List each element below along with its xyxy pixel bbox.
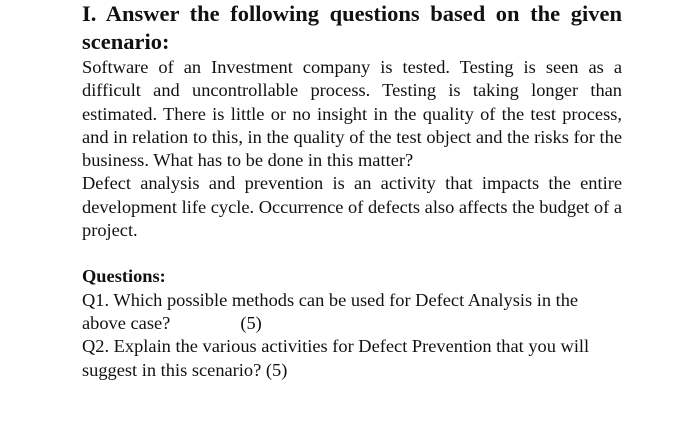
questions-title: Questions:	[82, 266, 166, 287]
question-1-text: Q1. Which possible methods can be used for Defect Analysis in the above case?	[82, 289, 579, 333]
scenario-paragraph-1: Software of an Investment company is tested. Testing is seen as a difficult and uncontrollable process. Testing is taking longer than estimated. There is little or no insight in the quality of the test process, and in relation to this, in the quality of the test object and the risks for the business. What has to be done in this matter?	[82, 57, 622, 171]
question-1	[82, 289, 622, 336]
question-1-marks: (5)	[240, 312, 262, 333]
scenario-paragraph-2: Defect analysis and prevention is an activity that impacts the entire development life cycle. Occurrence of defects also affects the budget of a project.	[82, 173, 622, 241]
section-heading: I. Answer the following questions based on the given scenario:	[82, 1, 622, 54]
spacer	[82, 242, 622, 265]
question-2: Q2. Explain the various activities for Defect Prevention that you will suggest in this scenario? (5)	[82, 336, 590, 380]
document-page	[82, 0, 622, 382]
